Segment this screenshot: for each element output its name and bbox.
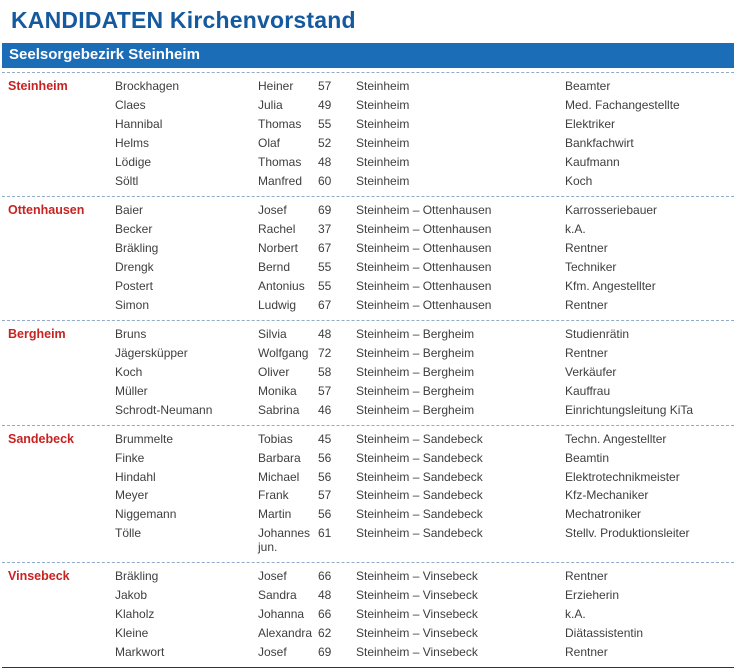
location-cell: Steinheim – Bergheim <box>356 383 475 398</box>
surname-cell: Brockhagen <box>115 78 180 93</box>
location-cell: Steinheim <box>356 97 410 112</box>
surname-cell: Finke <box>115 450 145 465</box>
surname-cell: Baier <box>115 202 144 217</box>
profession-cell: Beamter <box>565 78 611 93</box>
firstname-cell: Josef <box>258 568 287 583</box>
location-cell: Steinheim <box>356 116 410 131</box>
group-label: Steinheim <box>8 78 68 93</box>
firstname-cell: Manfred <box>258 173 303 188</box>
profession-cell: Rentner <box>565 345 608 360</box>
firstname-cell: Wolfgang <box>258 345 309 360</box>
location-cell: Steinheim <box>356 135 410 150</box>
group-section <box>2 562 734 667</box>
table-row <box>8 115 734 134</box>
age-cell: 48 <box>318 587 332 602</box>
surname-cell: Postert <box>115 278 154 293</box>
group-section <box>2 425 734 562</box>
age-cell: 45 <box>318 431 332 446</box>
surname-cell: Bruns <box>115 326 147 341</box>
firstname-cell: Michael <box>258 469 300 484</box>
firstname-cell: Josef <box>258 644 287 659</box>
age-cell: 60 <box>318 173 332 188</box>
table-row <box>8 239 734 258</box>
profession-cell: Koch <box>565 173 593 188</box>
location-cell: Steinheim – Ottenhausen <box>356 240 492 255</box>
table-row <box>8 325 734 344</box>
age-cell: 67 <box>318 240 332 255</box>
location-cell: Steinheim – Bergheim <box>356 345 475 360</box>
group-label: Vinsebeck <box>8 568 70 583</box>
surname-cell: Niggemann <box>115 507 177 522</box>
firstname-cell: Tobias <box>258 431 293 446</box>
location-cell: Steinheim – Vinsebeck <box>356 587 478 602</box>
profession-cell: Kfz-Mechaniker <box>565 488 649 503</box>
surname-cell: Becker <box>115 221 153 236</box>
profession-cell: Beamtin <box>565 450 610 465</box>
age-cell: 49 <box>318 97 332 112</box>
firstname-cell: Olaf <box>258 135 281 150</box>
firstname-cell: Ludwig <box>258 297 297 312</box>
profession-cell: Erzieherin <box>565 587 620 602</box>
location-cell: Steinheim – Ottenhausen <box>356 278 492 293</box>
firstname-cell: Barbara <box>258 450 301 465</box>
age-cell: 58 <box>318 364 332 379</box>
location-cell: Steinheim – Bergheim <box>356 364 475 379</box>
profession-cell: Karrosseriebauer <box>565 202 658 217</box>
table-row <box>8 430 734 449</box>
profession-cell: Rentner <box>565 240 608 255</box>
surname-cell: Bräkling <box>115 568 159 583</box>
surname-cell: Lödige <box>115 154 152 169</box>
surname-cell: Tölle <box>115 526 142 541</box>
age-cell: 52 <box>318 135 332 150</box>
firstname-cell: Sandra <box>258 587 297 602</box>
age-cell: 66 <box>318 568 332 583</box>
age-cell: 55 <box>318 278 332 293</box>
surname-cell: Drengk <box>115 259 154 274</box>
table-row <box>8 344 734 363</box>
age-cell: 56 <box>318 450 332 465</box>
group-section <box>2 72 734 196</box>
firstname-cell: Rachel <box>258 221 296 236</box>
table-row <box>8 382 734 401</box>
location-cell: Steinheim – Ottenhausen <box>356 259 492 274</box>
age-cell: 56 <box>318 469 332 484</box>
location-cell: Steinheim – Vinsebeck <box>356 606 478 621</box>
firstname-cell: Bernd <box>258 259 291 274</box>
profession-cell: Verkäufer <box>565 364 617 379</box>
age-cell: 37 <box>318 221 332 236</box>
firstname-cell: Sabrina <box>258 402 300 417</box>
surname-cell: Schrodt-Neumann <box>115 402 213 417</box>
age-cell: 62 <box>318 625 332 640</box>
table-row <box>8 525 734 557</box>
age-cell: 69 <box>318 644 332 659</box>
location-cell: Steinheim <box>356 173 410 188</box>
location-cell: Steinheim – Sandebeck <box>356 488 483 503</box>
firstname-cell: Martin <box>258 507 292 522</box>
profession-cell: Stellv. Produktionsleiter <box>565 526 690 541</box>
location-cell: Steinheim – Sandebeck <box>356 469 483 484</box>
location-cell: Steinheim – Ottenhausen <box>356 297 492 312</box>
table-row <box>8 567 734 586</box>
surname-cell: Klaholz <box>115 606 155 621</box>
surname-cell: Koch <box>115 364 143 379</box>
table-row <box>8 586 734 605</box>
profession-cell: k.A. <box>565 606 586 621</box>
profession-cell: Diätassistentin <box>565 625 644 640</box>
firstname-cell: Oliver <box>258 364 290 379</box>
location-cell: Steinheim – Ottenhausen <box>356 202 492 217</box>
location-cell: Steinheim <box>356 78 410 93</box>
firstname-cell: Alexandra <box>258 625 313 640</box>
location-cell: Steinheim – Vinsebeck <box>356 625 478 640</box>
surname-cell: Brummelte <box>115 431 174 446</box>
age-cell: 61 <box>318 526 332 541</box>
firstname-cell: Silvia <box>258 326 287 341</box>
table-row <box>8 643 734 662</box>
table-row <box>8 624 734 643</box>
table-row <box>8 506 734 525</box>
group-section <box>2 196 734 320</box>
table-row <box>8 220 734 239</box>
surname-cell: Hindahl <box>115 469 156 484</box>
profession-cell: Kauffrau <box>565 383 611 398</box>
surname-cell: Meyer <box>115 488 149 503</box>
table-row <box>8 258 734 277</box>
table-row <box>8 172 734 191</box>
location-cell: Steinheim – Bergheim <box>356 402 475 417</box>
location-cell: Steinheim – Ottenhausen <box>356 221 492 236</box>
profession-cell: Rentner <box>565 297 608 312</box>
surname-cell: Jakob <box>115 587 148 602</box>
page-bottom-rule <box>2 667 734 668</box>
location-cell: Steinheim – Vinsebeck <box>356 644 478 659</box>
age-cell: 57 <box>318 383 332 398</box>
groups-container <box>0 72 736 667</box>
table-row <box>8 201 734 220</box>
surname-cell: Claes <box>115 97 146 112</box>
firstname-cell: Norbert <box>258 240 299 255</box>
profession-cell: Rentner <box>565 568 608 583</box>
table-row <box>8 468 734 487</box>
group-label: Ottenhausen <box>8 202 85 217</box>
table-row <box>8 487 734 506</box>
profession-cell: Studienrätin <box>565 326 630 341</box>
age-cell: 46 <box>318 402 332 417</box>
firstname-cell: Thomas <box>258 116 302 131</box>
surname-cell: Simon <box>115 297 150 312</box>
age-cell: 55 <box>318 116 332 131</box>
age-cell: 48 <box>318 154 332 169</box>
location-cell: Steinheim – Sandebeck <box>356 507 483 522</box>
firstname-cell: Johanna <box>258 606 305 621</box>
profession-cell: Elektrotechnikmeister <box>565 469 680 484</box>
age-cell: 55 <box>318 259 332 274</box>
surname-cell: Söltl <box>115 173 139 188</box>
location-cell: Steinheim <box>356 154 410 169</box>
age-cell: 57 <box>318 488 332 503</box>
table-row <box>8 296 734 315</box>
table-row <box>8 401 734 420</box>
firstname-cell: Antonius <box>258 278 305 293</box>
profession-cell: Kaufmann <box>565 154 620 169</box>
age-cell: 48 <box>318 326 332 341</box>
profession-cell: Einrichtungsleitung KiTa <box>565 402 694 417</box>
surname-cell: Jägersküpper <box>115 345 188 360</box>
age-cell: 69 <box>318 202 332 217</box>
surname-cell: Markwort <box>115 644 165 659</box>
profession-cell: Rentner <box>565 644 608 659</box>
table-row <box>8 153 734 172</box>
table-row <box>8 134 734 153</box>
age-cell: 66 <box>318 606 332 621</box>
surname-cell: Kleine <box>115 625 149 640</box>
firstname-cell: Johannes jun. <box>258 526 311 554</box>
age-cell: 67 <box>318 297 332 312</box>
group-section <box>2 320 734 425</box>
age-cell: 56 <box>318 507 332 522</box>
surname-cell: Müller <box>115 383 148 398</box>
firstname-cell: Josef <box>258 202 287 217</box>
surname-cell: Hannibal <box>115 116 163 131</box>
firstname-cell: Monika <box>258 383 297 398</box>
section-banner: Seelsorgebezirk Steinheim <box>2 43 734 68</box>
group-label: Sandebeck <box>8 431 75 446</box>
firstname-cell: Heiner <box>258 78 294 93</box>
table-row <box>8 363 734 382</box>
location-cell: Steinheim – Sandebeck <box>356 526 483 541</box>
firstname-cell: Julia <box>258 97 283 112</box>
profession-cell: Techn. Angestellter <box>565 431 667 446</box>
profession-cell: Mechatroniker <box>565 507 642 522</box>
location-cell: Steinheim – Sandebeck <box>356 431 483 446</box>
group-label: Bergheim <box>8 326 66 341</box>
profession-cell: k.A. <box>565 221 586 236</box>
firstname-cell: Frank <box>258 488 289 503</box>
profession-cell: Techniker <box>565 259 617 274</box>
location-cell: Steinheim – Bergheim <box>356 326 475 341</box>
table-row <box>8 77 734 96</box>
profession-cell: Elektriker <box>565 116 616 131</box>
profession-cell: Med. Fachangestellte <box>565 97 680 112</box>
surname-cell: Helms <box>115 135 150 150</box>
table-row <box>8 96 734 115</box>
location-cell: Steinheim – Sandebeck <box>356 450 483 465</box>
table-row <box>8 277 734 296</box>
firstname-cell: Thomas <box>258 154 302 169</box>
age-cell: 72 <box>318 345 332 360</box>
table-row <box>8 605 734 624</box>
location-cell: Steinheim – Vinsebeck <box>356 568 478 583</box>
age-cell: 57 <box>318 78 332 93</box>
surname-cell: Bräkling <box>115 240 159 255</box>
page-title: KANDIDATEN Kirchenvorstand <box>11 7 356 33</box>
profession-cell: Kfm. Angestellter <box>565 278 656 293</box>
table-row <box>8 449 734 468</box>
profession-cell: Bankfachwirt <box>565 135 634 150</box>
